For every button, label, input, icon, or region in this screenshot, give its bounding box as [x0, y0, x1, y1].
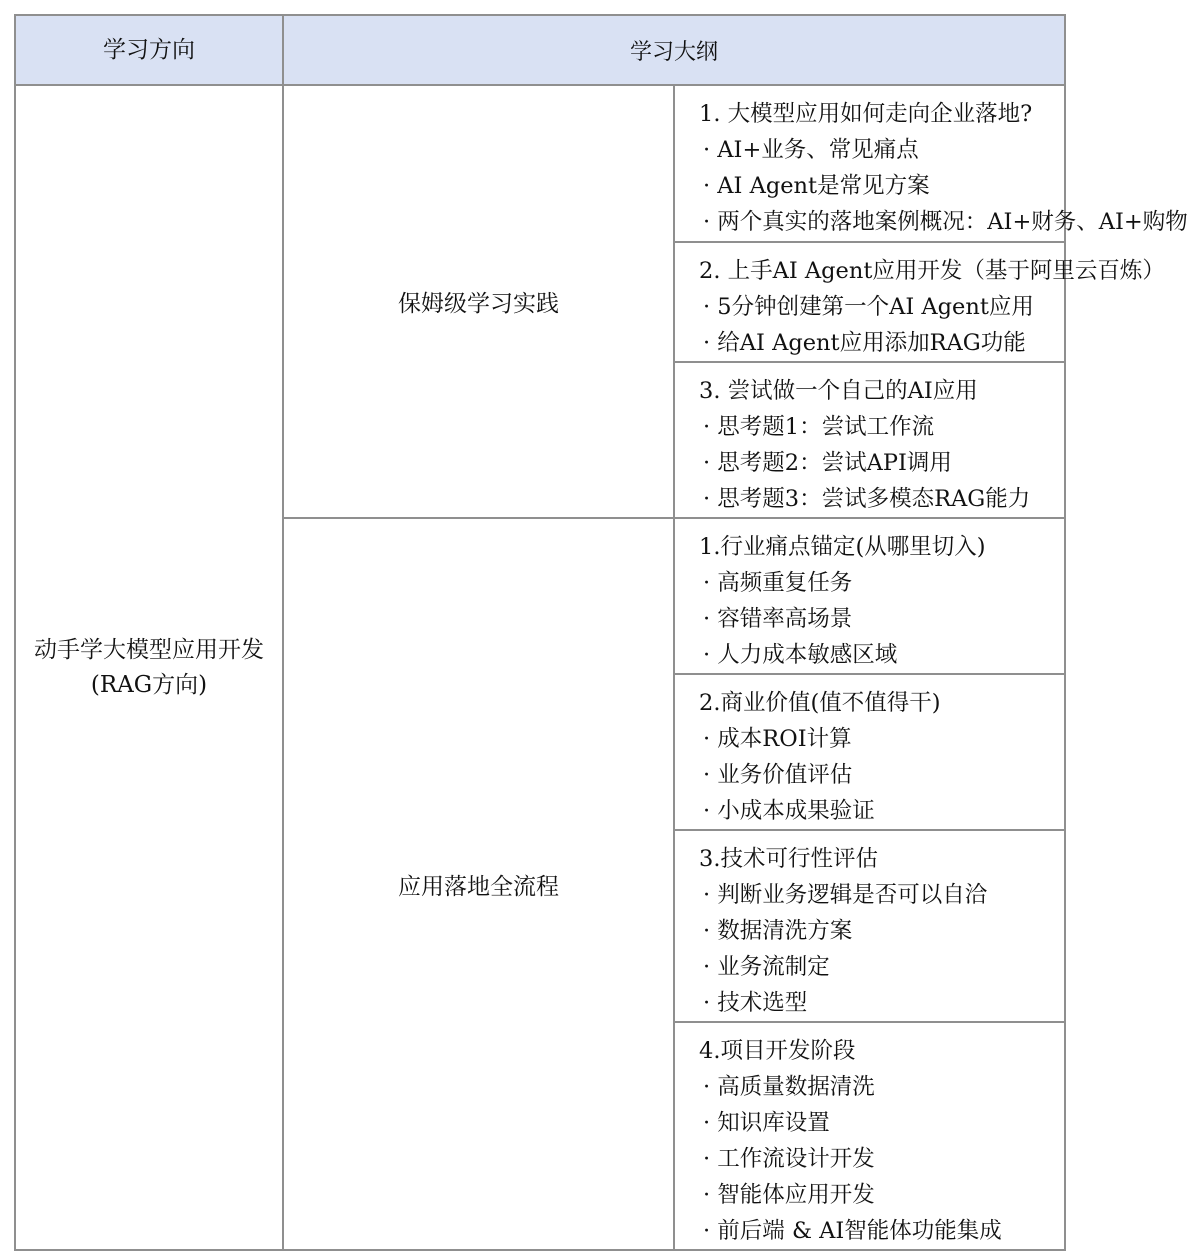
list-item: · 判断业务逻辑是否可以自洽 — [703, 882, 988, 908]
direction-cell — [15, 85, 283, 1250]
list-item: · 知识库设置 — [703, 1110, 830, 1136]
list-item: · 给AI Agent应用添加RAG功能 — [703, 330, 1026, 356]
list-item: · 思考题3：尝试多模态RAG能力 — [703, 486, 1031, 512]
list-item: · 工作流设计开发 — [703, 1146, 875, 1172]
header-row — [15, 15, 1065, 85]
section-title: 4.项目开发阶段 — [699, 1038, 856, 1064]
group-name: 保姆级学习实践 — [283, 85, 674, 518]
list-item: · 数据清洗方案 — [703, 918, 853, 944]
section-title: 2. 上手AI Agent应用开发（基于阿里云百炼） — [699, 258, 1165, 284]
list-item: · 成本ROI计算 — [703, 726, 852, 752]
list-item: · 小成本成果验证 — [703, 798, 875, 824]
section-title: 1. 大模型应用如何走向企业落地? — [699, 101, 1033, 127]
section-cell — [674, 1022, 1065, 1250]
list-item: · 两个真实的落地案例概况：AI+财务、AI+购物 — [703, 209, 1188, 235]
direction-subtitle: (RAG方向) — [90, 671, 208, 698]
header-direction: 学习方向 — [15, 15, 283, 85]
list-item: · 智能体应用开发 — [703, 1182, 875, 1208]
section-title: 3. 尝试做一个自己的AI应用 — [699, 378, 978, 404]
list-item: · 业务流制定 — [703, 954, 830, 980]
list-item: · AI+业务、常见痛点 — [703, 137, 919, 163]
section-title: 3.技术可行性评估 — [699, 846, 878, 872]
direction-title: 动手学大模型应用开发 — [34, 636, 264, 663]
list-item: · 高质量数据清洗 — [703, 1074, 875, 1100]
section-cell — [674, 674, 1065, 830]
header-outline: 学习大纲 — [283, 15, 1065, 85]
list-item: · 思考题1：尝试工作流 — [703, 414, 935, 440]
list-item: · 前后端 & AI智能体功能集成 — [703, 1218, 1002, 1244]
learning-outline-table — [14, 14, 1188, 1251]
section-cell — [674, 362, 1065, 518]
list-item: · AI Agent是常见方案 — [703, 173, 930, 199]
list-item: · 思考题2：尝试API调用 — [703, 450, 952, 476]
list-item: · 5分钟创建第一个AI Agent应用 — [703, 294, 1034, 320]
list-item: · 人力成本敏感区域 — [703, 642, 898, 668]
section-title: 2.商业价值(值不值得干) — [699, 690, 941, 716]
list-item: · 容错率高场景 — [703, 606, 853, 632]
section-title: 1.行业痛点锚定(从哪里切入) — [699, 534, 986, 560]
section-cell — [674, 85, 1188, 242]
list-item: · 高频重复任务 — [703, 570, 853, 596]
list-item: · 业务价值评估 — [703, 762, 853, 788]
section-cell — [674, 242, 1165, 362]
list-item: · 技术选型 — [703, 990, 808, 1016]
section-cell — [674, 830, 1065, 1022]
group-name: 应用落地全流程 — [283, 518, 674, 1250]
section-cell — [674, 518, 1065, 674]
table-row — [15, 85, 1065, 242]
